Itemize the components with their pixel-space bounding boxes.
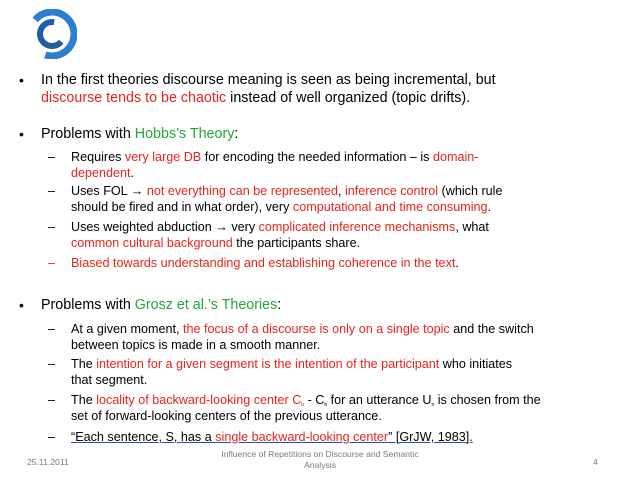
dash-marker: – <box>48 184 56 198</box>
bullet-marker: • <box>19 126 24 142</box>
dash-marker: – <box>48 256 56 270</box>
hobbs-point-1-cont: dependent. <box>71 166 135 180</box>
grosz-point-4: “Each sentence, S, has a single backward-looking center” [GrJW, 1983]. <box>71 430 473 444</box>
dash-marker: – <box>48 220 56 234</box>
grosz-point-1-cont: between topics is made in a smooth manner. <box>71 338 321 352</box>
bullet-2-heading: Problems with Hobbs’s Theory: <box>41 126 239 142</box>
hobbs-point-4: Biased towards understanding and establishing coherence in the text. <box>71 256 459 270</box>
hobbs-point-1: Requires very large DB for encoding the needed information – is domain- <box>71 150 479 164</box>
dash-marker: – <box>48 150 56 164</box>
hobbs-point-2: Uses FOL → not everything can be represented, inference control (which rule <box>71 184 503 198</box>
hobbs-point-3-cont: common cultural background the participants share. <box>71 236 361 250</box>
grosz-point-2-cont: that segment. <box>71 373 148 387</box>
bullet-1-line-2: discourse tends to be chaotic instead of well organized (topic drifts). <box>41 90 471 106</box>
bullet-3-heading: Problems with Grosz et al.’s Theories: <box>41 297 282 313</box>
dash-marker: – <box>48 322 56 336</box>
grosz-point-3: The locality of backward-looking center Cb - Cb for an utterance Un is chosen from the <box>71 393 541 408</box>
dash-marker: – <box>48 430 56 444</box>
dash-marker: – <box>48 393 56 407</box>
grosz-point-1: At a given moment, the focus of a discourse is only on a single topic and the switch <box>71 322 534 336</box>
footer-title: Influence of Repetitions on Discourse and Semantic Analysis <box>221 449 419 470</box>
bullet-marker: • <box>19 297 24 313</box>
page-number: 4 <box>593 457 598 467</box>
grosz-point-2: The intention for a given segment is the intention of the participant who initiates <box>71 357 513 371</box>
hobbs-point-2-cont: should be fired and in what order), very computational and time consuming. <box>71 200 492 214</box>
arrow-icon: → <box>215 220 228 234</box>
footer-date: 25.11.2011 <box>27 457 69 467</box>
highlight-text: discourse tends to be chaotic <box>41 90 227 106</box>
hobbs-point-3: Uses weighted abduction → very complicated inference mechanisms, what <box>71 220 489 234</box>
grosz-point-3-cont: set of forward-looking centers of the previous utterance. <box>71 409 382 423</box>
bullet-1-line-1: In the first theories discourse meaning is seen as being incremental, but <box>41 72 496 88</box>
arrow-icon: → <box>130 184 144 198</box>
bullet-marker: • <box>19 72 24 88</box>
dash-marker: – <box>48 357 56 371</box>
